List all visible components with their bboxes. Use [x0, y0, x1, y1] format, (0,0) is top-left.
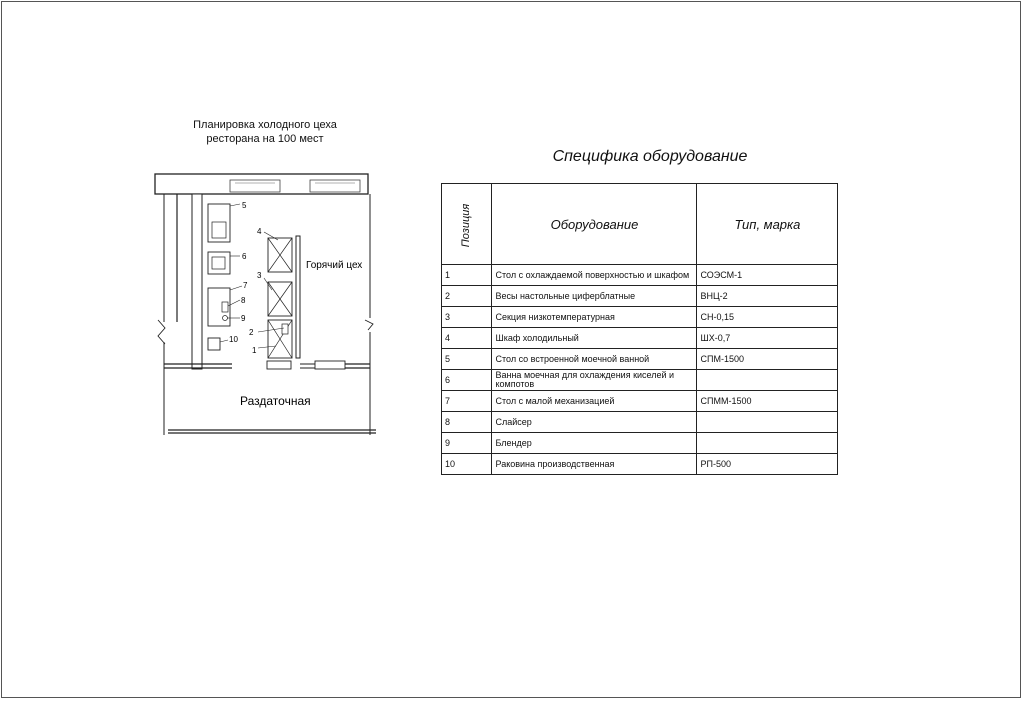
marker-10: 10: [229, 335, 238, 344]
equipment-10: [208, 338, 220, 350]
equipment-9: [223, 316, 228, 321]
table-row: 9 Блендер: [442, 433, 838, 454]
equipment-6: [208, 252, 230, 274]
table-row: 7 Стол с малой механизацией СПММ-1500: [442, 391, 838, 412]
equipment-5: [208, 204, 230, 242]
window: [310, 180, 360, 192]
equipment-2: [282, 324, 288, 334]
table-row: 2 Весы настольные циферблатные ВНЦ-2: [442, 286, 838, 307]
marker-7: 7: [243, 281, 248, 290]
hot-shop-label: Горячий цех: [306, 260, 363, 271]
plan-title: [160, 118, 370, 146]
header-position: Позиция: [442, 184, 492, 265]
spec-title: Специфика оборудование: [552, 148, 748, 165]
table-row: 3 Секция низкотемпературная СН-0,15: [442, 307, 838, 328]
header-equipment: Оборудование: [492, 184, 697, 265]
marker-5: 5: [242, 201, 247, 210]
table-row: 6 Ванна моечная для охлаждения киселей и компотов: [442, 370, 838, 391]
marker-6: 6: [242, 252, 247, 261]
marker-1: 1: [252, 346, 257, 355]
door: [315, 361, 345, 369]
hot-shop-partition: [296, 236, 300, 358]
equipment-spec-table: [441, 183, 838, 475]
table-row: 5 Стол со встроенной моечной ванной СПМ-1500: [442, 349, 838, 370]
floor-plan: [140, 160, 400, 450]
marker-9: 9: [241, 314, 246, 323]
equipment-8: [222, 302, 228, 312]
door: [267, 361, 291, 369]
marker-4: 4: [257, 227, 262, 236]
table-row: 8 Слайсер: [442, 412, 838, 433]
table-row: 4 Шкаф холодильный ШХ-0,7: [442, 328, 838, 349]
table-row: 10 Раковина производственная РП-500: [442, 454, 838, 475]
marker-2: 2: [249, 328, 254, 337]
marker-8: 8: [241, 296, 246, 305]
table-header-row: [442, 184, 838, 265]
plan-title-line-2: ресторана на 100 мест: [206, 133, 324, 145]
plan-title-line-1: Планировка холодного цеха: [193, 119, 337, 131]
left-partition: [192, 194, 202, 369]
window: [230, 180, 280, 192]
serving-area-label: Раздаточная: [240, 394, 311, 408]
marker-3: 3: [257, 271, 262, 280]
header-type: Тип, марка: [697, 184, 838, 265]
table-row: 1 Стол с охлаждаемой поверхностью и шкафом СОЭСМ-1: [442, 265, 838, 286]
